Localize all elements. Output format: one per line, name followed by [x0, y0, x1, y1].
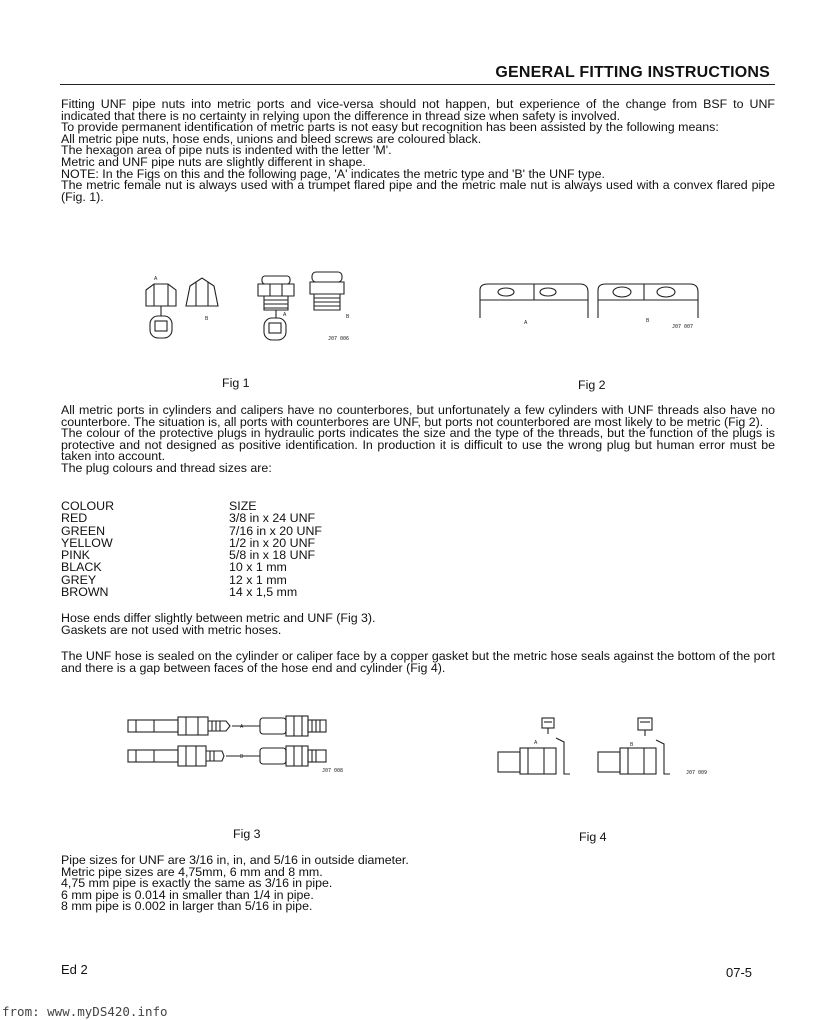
intro-paragraph: All metric pipe nuts, hose ends, unions and bleed screws are coloured black.: [61, 131, 482, 146]
colour-header: COLOUR: [61, 499, 115, 513]
colour-cell: PINK: [61, 548, 90, 563]
intro-paragraph: To provide permanent identification of metric parts is not easy but recognition has been assisted by the following means:: [61, 120, 719, 135]
fig4-label-a: A: [534, 740, 538, 746]
source-watermark: from: www.myDS420.info: [2, 1004, 168, 1019]
fig3-illustration: [126, 712, 366, 782]
table-row: [61, 537, 361, 549]
size-cell: 7/16 in x 20 UNF: [229, 523, 322, 538]
intro-paragraph: NOTE: In the Figs on this and the following page, 'A' indicates the metric type and 'B' the UNF type.: [61, 166, 605, 181]
seal-paragraph: The UNF hose is sealed on the cylinder or caliper face by a copper gasket but the metric hose seals against the bottom of the port and there is a gap between faces of the hose end and cylinder (Fig 4).: [61, 649, 775, 675]
fig3-caption: Fig 3: [233, 827, 261, 841]
page-number: 07-5: [726, 965, 753, 980]
fig1-label-a: A: [154, 276, 158, 282]
table-row: [61, 561, 361, 573]
fig3-label-b: B: [240, 754, 244, 760]
colour-cell: GREY: [61, 572, 97, 587]
intro-paragraph: Metric and UNF pipe nuts are slightly different in shape.: [61, 154, 366, 169]
fig2-label-b: B: [646, 318, 650, 324]
colour-cell: RED: [61, 511, 88, 526]
size-cell: 5/8 in x 18 UNF: [229, 548, 316, 563]
pipe-paragraph: Pipe sizes for UNF are 3/16 in, in, and 5/16 in outside diameter.: [61, 853, 409, 867]
colour-cell: BROWN: [61, 585, 109, 600]
table-row: [61, 512, 361, 524]
fig1-label-a: A: [283, 312, 287, 318]
fig1-label-b: B: [346, 314, 350, 320]
pipe-paragraph: Metric pipe sizes are 4,75mm, 6 mm and 8 mm.: [61, 864, 323, 879]
colour-cell: GREEN: [61, 523, 106, 538]
ports-paragraph: All metric ports in cylinders and calipers have no counterbores, but unfortunately a few cylinders with UNF threads also have no counterbore. The situation is, all ports with counterbores are UNF, but ports not counterbored are most likely to be metric (Fig 2).: [61, 403, 775, 429]
plug-table-header: [61, 500, 361, 512]
pipe-paragraph: 6 mm pipe is 0.014 in smaller than 1/4 in pipe.: [61, 887, 314, 902]
ports-section: [61, 405, 775, 475]
fig4-illustration: [494, 712, 724, 782]
size-cell: 14 x 1,5 mm: [229, 585, 298, 600]
pipe-paragraph: 8 mm pipe is 0.002 in larger than 5/16 in pipe.: [61, 899, 313, 914]
fig1-label-b: B: [205, 316, 209, 322]
fig4-caption: Fig 4: [579, 830, 607, 844]
colour-cell: BLACK: [61, 560, 102, 575]
size-cell: 12 x 1 mm: [229, 572, 287, 587]
table-row: [61, 586, 361, 598]
fig2-caption: Fig 2: [578, 378, 606, 392]
fig1-code: J07 006: [328, 336, 350, 342]
fig1-illustration: [138, 268, 368, 348]
intro-paragraph: The hexagon area of pipe nuts is indented with the letter 'M'.: [61, 143, 392, 158]
fig3-label-a: A: [240, 724, 244, 730]
header-rule: [60, 84, 775, 85]
size-cell: 1/2 in x 20 UNF: [229, 535, 316, 550]
fig2-label-a: A: [524, 320, 528, 326]
intro-paragraph: Fitting UNF pipe nuts into metric ports and vice-versa should not happen, but experience of the change from BSF to UNF indicated that there is no certainty in relying upon the difference in thread size when safety is involved.: [61, 97, 775, 123]
colour-cell: YELLOW: [61, 535, 113, 550]
page-title: GENERAL FITTING INSTRUCTIONS: [495, 64, 770, 81]
fig2-illustration: [476, 276, 706, 336]
fig1-caption: Fig 1: [222, 376, 250, 390]
fig3-code: J07 008: [322, 768, 344, 774]
size-cell: 10 x 1 mm: [229, 560, 287, 575]
hose-paragraph: Hose ends differ slightly between metric and UNF (Fig 3).: [61, 611, 376, 625]
pipe-section: [61, 855, 775, 913]
size-cell: 3/8 in x 24 UNF: [229, 511, 316, 526]
pipe-paragraph: 4,75 mm pipe is exactly the same as 3/16 in pipe.: [61, 876, 333, 891]
ports-paragraph: The colour of the protective plugs in hydraulic ports indicates the size and the type of the threads, but the function of the plugs is protective and not designed as positive identification. In production it is difficult to use the wrong plug but human error must be taken into account.: [61, 426, 775, 464]
edition-label: Ed 2: [61, 962, 88, 977]
intro-section: [61, 99, 775, 203]
intro-paragraph: The metric female nut is always used with a trumpet flared pipe and the metric male nut is always used with a convex flared pipe (Fig. 1).: [61, 178, 775, 204]
table-row: [61, 549, 361, 561]
size-header: SIZE: [229, 499, 257, 513]
fig4-code: J07 009: [686, 770, 708, 776]
ports-paragraph: The plug colours and thread sizes are:: [61, 460, 272, 475]
hose-section: [61, 613, 775, 636]
fig4-label-b: B: [630, 742, 634, 748]
plug-table: [61, 500, 361, 598]
fig2-code: J07 007: [672, 324, 694, 330]
hose-paragraph: Gaskets are not used with metric hoses.: [61, 622, 282, 637]
